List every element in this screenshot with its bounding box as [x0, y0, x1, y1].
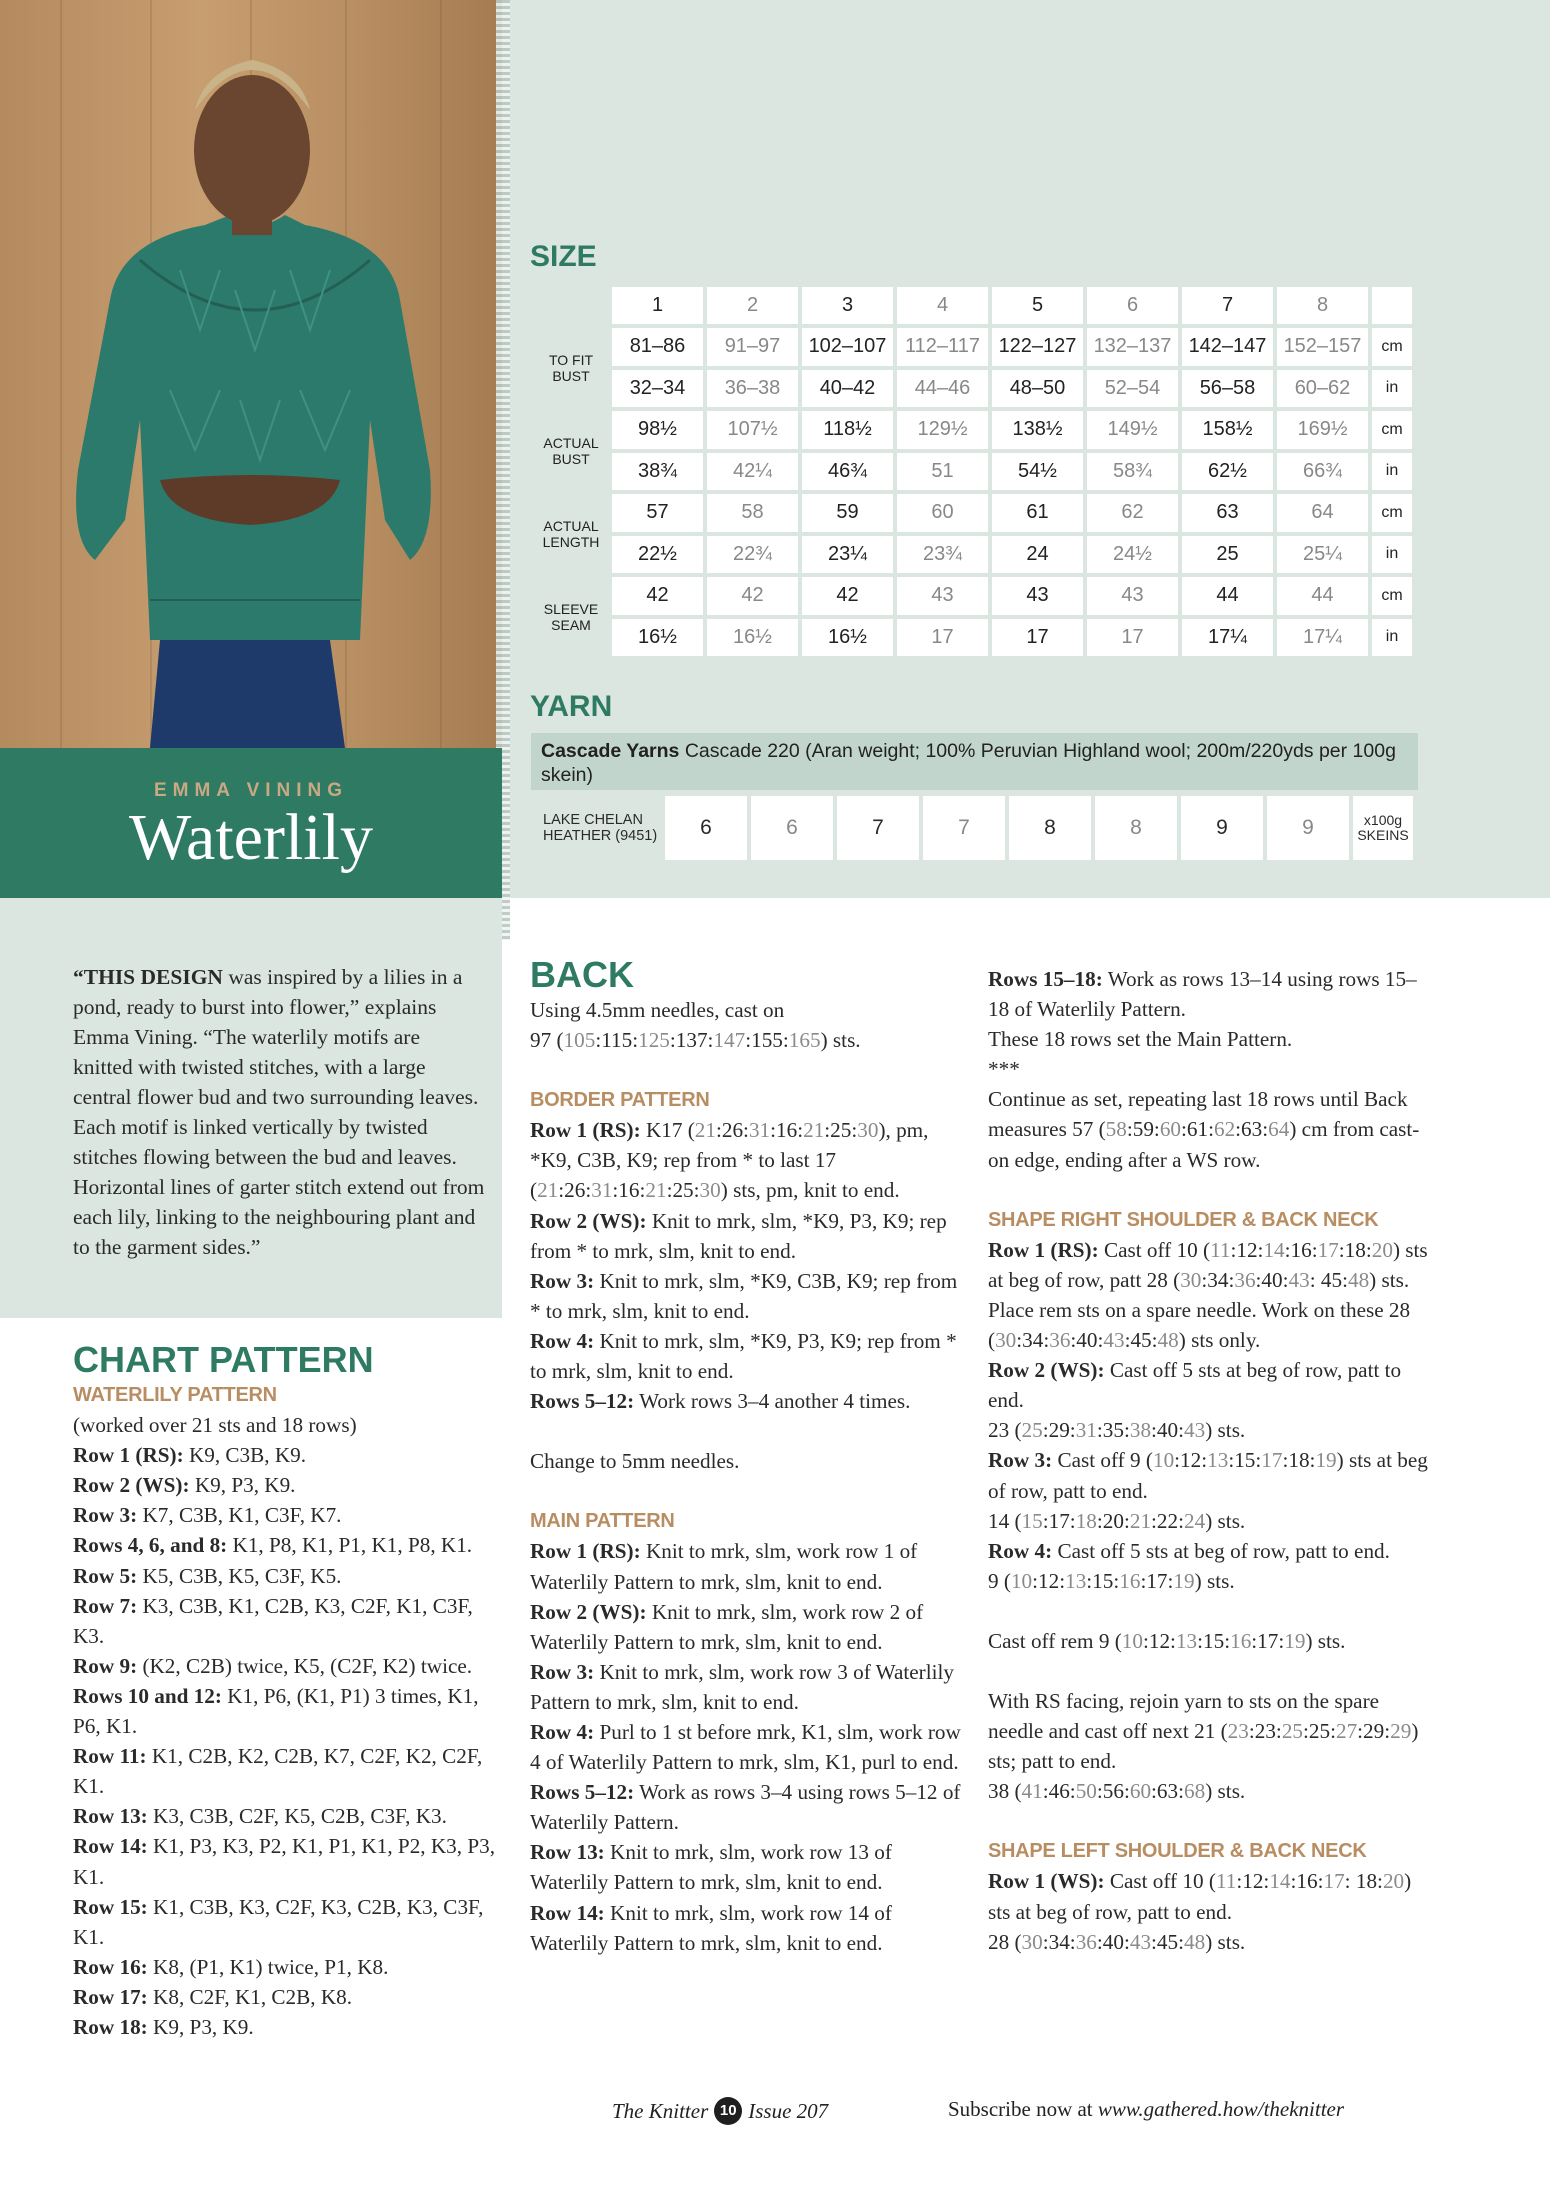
issue-number: Issue 207: [748, 2098, 829, 2123]
left-row-1: Row 1 (WS): Cast off 10 (11:12:14:16:17: 18:20) sts at beg of row, patt to end.: [988, 1869, 1412, 1924]
size-value: 107½: [707, 411, 798, 449]
back-heading: BACK: [530, 954, 634, 995]
pattern-title: Waterlily: [129, 801, 373, 874]
measurement-label: ACTUAL LENGTH: [542, 517, 600, 550]
chart-row: Row 18: K9, P3, K9.: [73, 2014, 254, 2039]
back-column: [530, 955, 970, 1958]
size-header: 1: [612, 287, 703, 324]
right-row-4-count: 9 (10:12:13:15:16:17:19) sts.: [988, 1568, 1235, 1593]
shape-right-heading: SHAPE RIGHT SHOULDER & BACK NECK: [988, 1208, 1379, 1231]
main-pattern-heading: MAIN PATTERN: [530, 1510, 675, 1533]
subscribe-line: Subscribe now at www.gathered.how/theknitter: [948, 2097, 1345, 2121]
sweater-illustration: [0, 0, 502, 748]
left-row-1-count: 28 (30:34:36:40:43:45:48) sts.: [988, 1929, 1246, 1954]
size-value: 142–147: [1182, 328, 1273, 366]
right-row-2: Row 2 (WS): Cast off 5 sts at beg of row, patt to end.: [988, 1358, 1402, 1413]
size-value: 42: [612, 577, 703, 615]
size-value: 43: [992, 577, 1083, 615]
size-value: 138½: [992, 411, 1083, 449]
size-value: 25: [1182, 536, 1273, 574]
size-value: 112–117: [897, 328, 988, 366]
size-header: 8: [1277, 287, 1368, 324]
main-rows-5-12: Rows 5–12: Work as rows 3–4 using rows 5–12 of Waterlily Pattern.: [530, 1780, 961, 1835]
size-header: 6: [1087, 287, 1178, 324]
size-value: 42: [707, 577, 798, 615]
size-value: 52–54: [1087, 370, 1178, 408]
size-value: 22½: [612, 536, 703, 574]
size-value: 59: [802, 494, 893, 532]
subscribe-link[interactable]: www.gathered.how/theknitter: [1097, 2097, 1345, 2121]
shoulder-column: [988, 964, 1428, 1957]
size-value: 60–62: [1277, 370, 1368, 408]
size-value: 44: [1277, 577, 1368, 615]
size-value: 42: [802, 577, 893, 615]
size-value: 44–46: [897, 370, 988, 408]
size-corner: [534, 287, 608, 324]
magazine-name: The Knitter: [612, 2098, 709, 2123]
unit-label: cm: [1372, 328, 1412, 366]
size-value: 44: [1182, 577, 1273, 615]
chart-subheading: WATERLILY PATTERN: [73, 1384, 277, 1406]
unit-label: in: [1372, 536, 1412, 574]
size-value: 63: [1182, 494, 1273, 532]
size-value: 38¾: [612, 453, 703, 491]
chart-heading: CHART PATTERN: [73, 1339, 374, 1380]
chart-row: Row 3: K7, C3B, K1, C3F, K7.: [73, 1503, 342, 1528]
size-value: 40–42: [802, 370, 893, 408]
chart-row: Rows 10 and 12: K1, P6, (K1, P1) 3 times, K1, P6, K1.: [73, 1683, 479, 1739]
title-box: [0, 748, 502, 898]
chart-row: Row 1 (RS): K9, C3B, K9.: [73, 1443, 307, 1468]
size-header: 5: [992, 287, 1083, 324]
size-value: 25¼: [1277, 536, 1368, 574]
section-stars: ***: [988, 1057, 1020, 1082]
size-value: 102–107: [802, 328, 893, 366]
skein-count: 6: [751, 796, 833, 860]
size-value: 16½: [707, 619, 798, 657]
cast-on-line: Using 4.5mm needles, cast on: [530, 998, 785, 1022]
rejoin-count: 38 (41:46:50:56:60:63:68) sts.: [988, 1779, 1246, 1804]
size-value: 24½: [1087, 536, 1178, 574]
right-row-1: Row 1 (RS): Cast off 10 (11:12:14:16:17:18:20) sts at beg of row, patt 28 (30:34:36:40:43: 45:48) sts. Place rem sts on a spare needle. Work on these 28 (30:34:36:40:43:45:48) sts only.: [988, 1237, 1428, 1353]
chart-row: Row 15: K1, C3B, K3, C2F, K3, C2B, K3, C3F, K1.: [73, 1894, 484, 1949]
unit-label: cm: [1372, 577, 1412, 615]
right-row-3-count: 14 (15:17:18:20:21:22:24) sts.: [988, 1508, 1246, 1533]
measurement-label: ACTUAL BUST: [543, 434, 599, 467]
right-row-3: Row 3: Cast off 9 (10:12:13:15:17:18:19) sts at beg of row, patt to end.: [988, 1448, 1428, 1503]
unit-label: cm: [1372, 411, 1412, 449]
size-header: 7: [1182, 287, 1273, 324]
chart-pattern-column: [73, 1340, 503, 2042]
measurement-label: SLEEVE SEAM: [543, 600, 599, 633]
yarn-brand: Cascade Yarns: [541, 740, 680, 762]
chart-row: Row 17: K8, C2F, K1, C2B, K8.: [73, 1984, 353, 2009]
size-value: 81–86: [612, 328, 703, 366]
chart-row: Row 11: K1, C2B, K2, C2B, K7, C2F, K2, C2F, K1.: [73, 1744, 483, 1799]
chart-rows: [73, 1440, 503, 2042]
size-value: 169½: [1277, 411, 1368, 449]
needle-change: Change to 5mm needles.: [530, 1449, 740, 1474]
yarn-heading: YARN: [530, 690, 613, 723]
size-value: 91–97: [707, 328, 798, 366]
size-value: 17¼: [1182, 619, 1273, 657]
size-value: 62½: [1182, 453, 1273, 491]
size-heading: SIZE: [530, 240, 597, 273]
size-value: 17: [992, 619, 1083, 657]
yarn-quantity-row: [531, 796, 1413, 860]
size-value: 64: [1277, 494, 1368, 532]
border-row-1: Row 1 (RS): K17 (21:26:31:16:21:25:30), pm, *K9, C3B, K9; rep from * to last 17 (21:26:31:16:21:25:30) sts, pm, knit to end.: [530, 1118, 929, 1203]
size-value: 17: [1087, 619, 1178, 657]
chart-row: Row 13: K3, C3B, C2F, K5, C2B, C3F, K3.: [73, 1804, 447, 1829]
size-header: 3: [802, 287, 893, 324]
right-row-2-count: 23 (25:29:31:35:38:40:43) sts.: [988, 1418, 1246, 1443]
main-rows-15-18: Rows 15–18: Work as rows 13–14 using rows 15–18 of Waterlily Pattern.: [988, 967, 1417, 1022]
size-value: 23¾: [897, 536, 988, 574]
shape-left-heading: SHAPE LEFT SHOULDER & BACK NECK: [988, 1840, 1367, 1863]
size-value: 43: [897, 577, 988, 615]
main-pattern-set: These 18 rows set the Main Pattern.: [988, 1027, 1293, 1052]
border-row-4: Row 4: Knit to mrk, slm, *K9, P3, K9; rep from * to mrk, slm, knit to end.: [530, 1328, 957, 1384]
rejoin-instruction: With RS facing, rejoin yarn to sts on the spare needle and cast off next 21 (23:23:25:25:27:29:29) sts; patt to end.: [988, 1688, 1419, 1774]
unit-label: in: [1372, 453, 1412, 491]
size-value: 32–34: [612, 370, 703, 408]
size-header: 4: [897, 287, 988, 324]
unit-label: in: [1372, 370, 1412, 408]
cast-on-counts: 97 (105:115:125:137:147:155:165) sts.: [530, 1028, 861, 1053]
size-value: 17¼: [1277, 619, 1368, 657]
chart-row: Row 9: (K2, C2B) twice, K5, (C2F, K2) twice.: [73, 1653, 473, 1678]
border-row-2: Row 2 (WS): Knit to mrk, slm, *K9, P3, K9; rep from * to mrk, slm, knit to end.: [530, 1208, 947, 1263]
chart-row: Row 2 (WS): K9, P3, K9.: [73, 1473, 296, 1498]
chart-row: Row 14: K1, P3, K3, P2, K1, P1, K1, P2, K3, P3, K1.: [73, 1834, 496, 1889]
main-row-1: Row 1 (RS): Knit to mrk, slm, work row 1 of Waterlily Pattern to mrk, slm, knit to end.: [530, 1539, 918, 1594]
border-rows-5-12: Rows 5–12: Work rows 3–4 another 4 times.: [530, 1389, 911, 1414]
size-value: 122–127: [992, 328, 1083, 366]
skein-unit: x100g SKEINS: [1353, 796, 1413, 860]
unit-label: cm: [1372, 494, 1412, 532]
size-value: 118½: [802, 411, 893, 449]
size-value: 54½: [992, 453, 1083, 491]
size-value: 57: [612, 494, 703, 532]
size-value: 98½: [612, 411, 703, 449]
footer-issue: [612, 2097, 828, 2125]
size-value: 62: [1087, 494, 1178, 532]
yarn-description: [531, 733, 1418, 790]
border-row-3: Row 3: Knit to mrk, slm, *K9, C3B, K9; rep from * to mrk, slm, knit to end.: [530, 1268, 958, 1323]
size-value: 22¾: [707, 536, 798, 574]
size-value: 56–58: [1182, 370, 1273, 408]
border-pattern-heading: BORDER PATTERN: [530, 1089, 710, 1112]
chart-row: Row 5: K5, C3B, K5, C3F, K5.: [73, 1563, 342, 1588]
skein-count: 6: [665, 796, 747, 860]
yarn-colour-label: LAKE CHELAN HEATHER (9451): [543, 812, 658, 844]
right-row-4: Row 4: Cast off 5 sts at beg of row, patt to end.: [988, 1538, 1390, 1563]
quote-text: was inspired by a lilies in a pond, ready to burst into flower,” explains Emma Vining. “The waterlily motifs are knitted with twisted stitches, with a large central flower bud and two surrounding leaves. Each motif is linked vertically by twisted stitches flowing between the bud and leaves. Horizontal lines of garter stitch extend out from each lily, linking to the neighbouring plant and to the garment sides.”: [73, 965, 485, 1259]
model-photo: [0, 0, 502, 748]
size-value: 43: [1087, 577, 1178, 615]
chart-row: Row 16: K8, (P1, K1) twice, P1, K8.: [73, 1954, 389, 1979]
size-value: 48–50: [992, 370, 1083, 408]
chart-row: Row 7: K3, C3B, K1, C2B, K3, C2F, K1, C3F, K3.: [73, 1593, 473, 1648]
size-value: 17: [897, 619, 988, 657]
skein-count: 8: [1095, 796, 1177, 860]
yarn-details: Cascade 220 (Aran weight; 100% Peruvian Highland wool; 200m/220yds per 100g skein): [541, 740, 1396, 786]
size-value: 158½: [1182, 411, 1273, 449]
chart-row: Rows 4, 6, and 8: K1, P8, K1, P1, K1, P8, K1.: [73, 1533, 473, 1558]
page-number: 10: [714, 2097, 742, 2125]
size-header: 2: [707, 287, 798, 324]
size-value: 66¾: [1277, 453, 1368, 491]
size-value: 46¾: [802, 453, 893, 491]
skein-count: 9: [1181, 796, 1263, 860]
size-value: 23¼: [802, 536, 893, 574]
unit-label: in: [1372, 619, 1412, 657]
size-value: 36–38: [707, 370, 798, 408]
size-value: 129½: [897, 411, 988, 449]
quote-lead: “THIS DESIGN: [73, 965, 223, 989]
size-value: 16½: [612, 619, 703, 657]
size-value: 152–157: [1277, 328, 1368, 366]
size-value: 58¾: [1087, 453, 1178, 491]
skein-count: 9: [1267, 796, 1349, 860]
size-value: 51: [897, 453, 988, 491]
designer-name: EMMA VINING: [153, 780, 349, 801]
main-row-3: Row 3: Knit to mrk, slm, work row 3 of Waterlily Pattern to mrk, slm, knit to end.: [530, 1659, 954, 1714]
size-value: 60: [897, 494, 988, 532]
cast-off-rem: Cast off rem 9 (10:12:13:15:16:17:19) sts.: [988, 1628, 1346, 1653]
main-row-4: Row 4: Purl to 1 st before mrk, K1, slm, work row 4 of Waterlily Pattern to mrk, slm, K1, purl to end.: [530, 1719, 961, 1775]
designer-quote: [73, 962, 485, 1262]
size-value: 24: [992, 536, 1083, 574]
skein-count: 8: [1009, 796, 1091, 860]
chart-note: (worked over 21 sts and 18 rows): [73, 1413, 357, 1438]
skein-count: 7: [837, 796, 919, 860]
size-value: 61: [992, 494, 1083, 532]
unit-header: [1372, 287, 1412, 324]
size-value: 132–137: [1087, 328, 1178, 366]
main-row-2: Row 2 (WS): Knit to mrk, slm, work row 2 of Waterlily Pattern to mrk, slm, knit to end.: [530, 1599, 924, 1654]
size-value: 149½: [1087, 411, 1178, 449]
size-value: 16½: [802, 619, 893, 657]
size-table: [530, 283, 1416, 660]
main-row-14: Row 14: Knit to mrk, slm, work row 14 of Waterlily Pattern to mrk, slm, knit to end.: [530, 1900, 892, 1955]
size-value: 58: [707, 494, 798, 532]
continue-instruction: Continue as set, repeating last 18 rows until Back measures 57 (58:59:60:61:62:63:64) cm from cast-on edge, ending after a WS row.: [988, 1087, 1420, 1172]
skein-count: 7: [923, 796, 1005, 860]
main-row-13: Row 13: Knit to mrk, slm, work row 13 of Waterlily Pattern to mrk, slm, knit to end.: [530, 1840, 892, 1895]
measurement-label: TO FIT BUST: [548, 351, 594, 384]
size-value: 42¼: [707, 453, 798, 491]
